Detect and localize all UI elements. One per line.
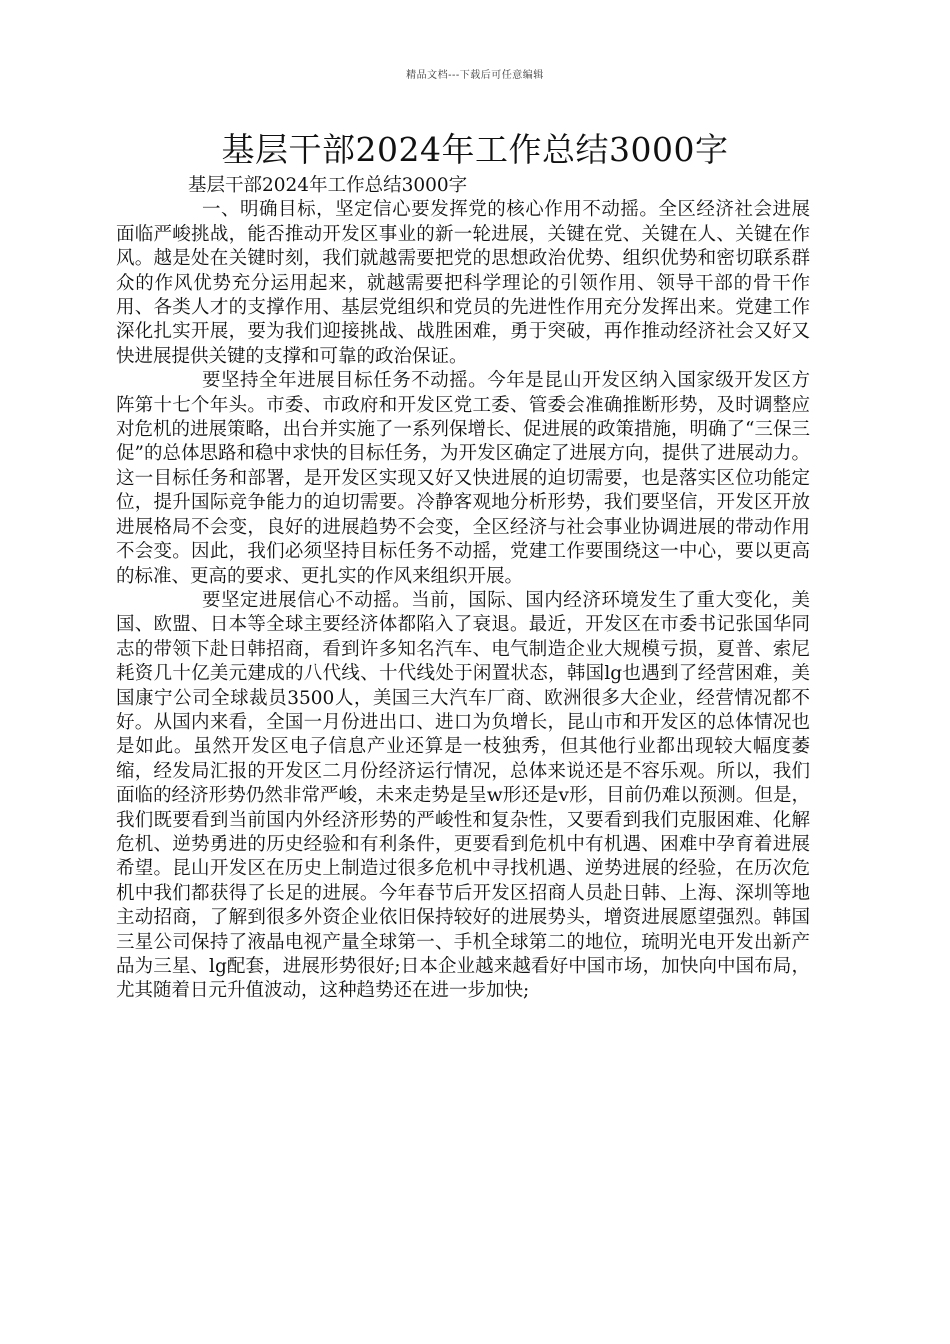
paragraph: 要坚定进展信心不动摇。当前，国际、国内经济环境发生了重大变化，美国、欧盟、日本等全球主要经济体都陷入了衰退。最近，开发区在市委书记张国华同志的带领下赴日韩招商，看到许多知名汽车、电气制造企业大规模亏损，夏普、索尼耗资几十亿美元建成的八代线、十代线处于闲置状态，韩国lg也遇到了经营困难，美国康宁公司全球裁员3500人，美国三大汽车厂商、欧洲很多大企业，经营情况都不好。从国内来看，全国一月份进出口、进口为负增长，昆山市和开发区的总体情况也是如此。虽然开发区电子信息产业还算是一枝独秀，但其他行业都出现较大幅度萎缩，经发局汇报的开发区二月份经济运行情况，总体来说还是不容乐观。所以，我们面临的经济形势仍然非常严峻，未来走势是呈w形还是v形，目前仍难以预测。但是，我们既要看到当前国内外经济形势的严峻性和复杂性，又要看到我们克服困难、化解危机、逆势勇进的历史经验和有利条件，更要看到危机中有机遇、困难中孕育着进展希望。昆山开发区在历史上制造过很多危机中寻找机遇、逆势进展的经验，在历次危机中我们都获得了长足的进展。今年春节后开发区招商人员赴日韩、上海、深圳等地主动招商，了解到很多外资企业依旧保持较好的进展势头，增资进展愿望强烈。韩国三星公司保持了液晶电视产量全球第一、手机全球第二的地位，琉明光电开发出新产品为三星、lg配套，进展形势很好;日本企业越来越看好中国市场，加快向中国布局，尤其随着日元升值波动，这种趋势还在进一步加快; bbox=[116, 589, 810, 1002]
document-body bbox=[116, 174, 810, 1004]
paragraph: 一、明确目标，坚定信心要发挥党的核心作用不动摇。全区经济社会进展面临严峻挑战，能否推动开发区事业的新一轮进展，关键在党、关键在人、关键在作风。越是处在关键时刻，我们就越需要把党的思想政治优势、组织优势和密切联系群众的作风优势充分运用起来，就越需要把科学理论的引领作用、领导干部的骨干作用、各类人才的支撑作用、基层党组织和党员的先进性作用充分发挥出来。党建工作深化扎实开展，要为我们迎接挑战、战胜困难，勇于突破，再作推动经济社会又好又快进展提供关键的支撑和可靠的政治保证。 bbox=[116, 199, 810, 367]
document-title: 基层干部2024年工作总结3000字 bbox=[221, 130, 729, 169]
header-note: 精品文档---下载后可任意编辑 bbox=[406, 70, 544, 81]
document-subtitle: 基层干部2024年工作总结3000字 bbox=[188, 175, 468, 196]
paragraph: 要坚持全年进展目标任务不动摇。今年是昆山开发区纳入国家级开发区方阵第十七个年头。市委、市政府和开发区党工委、管委会准确推断形势，及时调整应对危机的进展策略，出台并实施了一系列保增长、促进展的政策措施，明确了“三保三促”的总体思路和稳中求快的目标任务，为开发区确定了进展方向，提供了进展动力。这一目标任务和部署，是开发区实现又好又快进展的迫切需要，也是落实区位功能定位，提升国际竞争能力的迫切需要。冷静客观地分析形势，我们要坚信，开发区开放进展格局不会变，良好的进展趋势不会变，全区经济与社会事业协调进展的带动作用不会变。因此，我们必须坚持目标任务不动摇，党建工作要围绕这一中心，要以更高的标准、更高的要求、更扎实的作风来组织开展。 bbox=[116, 370, 810, 587]
